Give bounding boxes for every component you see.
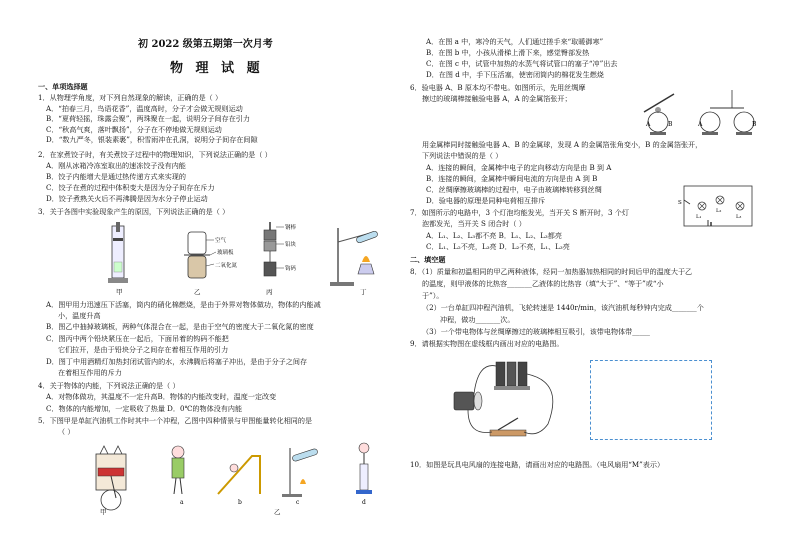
q6-stem-line3: 用金属棒同时接触验电器 A、B 的金属球，发现 A 的金属箔张角变小，B 的金属箔张开， — [422, 140, 703, 149]
q3-figures — [38, 222, 402, 298]
q5-option-d: D．在图 d 中，手下压活塞，使密闭筒内的棉花发生燃烧 — [426, 70, 604, 79]
fig5-sub-d: d — [362, 499, 366, 506]
fig-d-fire-piston — [356, 443, 372, 494]
q7-stem-line1: 7．如图所示的电路中，3 个灯泡均能发光，当开关 S 断开时，3 个灯 — [410, 208, 629, 217]
fig-c-test-tube — [282, 448, 318, 497]
fig7-label-l3: L₃ — [736, 214, 742, 220]
q3-option-c-line1: C．图丙中两个铅块紧压在一起后，下面吊着的钩码不能把 — [46, 334, 229, 343]
fig-yi-label-glass: 玻璃板 — [217, 250, 234, 256]
q8-line5: 冲程，做功_______次。 — [440, 315, 515, 324]
fig-yi-gas-jars — [184, 232, 238, 278]
fig-bing-lead-blocks — [264, 222, 297, 276]
q1-option-b: B．“夏荷轻摇，珠露会聚”，两珠聚在一起，说明分子间存在引力 — [46, 114, 250, 123]
fig6-label-a1: A — [646, 121, 651, 128]
q3-option-c-line2: 它们拉开，是由于铅块分子之间存在着相互作用的引力 — [58, 345, 229, 354]
q3-option-a-line1: A．图甲用力迅速压下活塞，筒内的硝化棉燃烧，是由于外界对物体做功，物体的内能减 — [46, 300, 321, 309]
fig-label-bing: 丙 — [266, 288, 273, 296]
q7-options-ab: A．L₁、L₂、L₃都不亮 B．L₁、L₂、L₃都亮 — [426, 231, 562, 240]
q8-line3: 于”）。 — [422, 291, 444, 300]
fig5-label-yi: 乙 — [274, 508, 281, 516]
q6-stem-line2: 擦过的玻璃棒接触验电器 A，A 的金属箔张开； — [422, 94, 572, 103]
q6-stem-line1: 6．验电器 A、B 原本均不带电。如图所示，先用丝绸摩 — [410, 83, 586, 92]
knife-switch — [490, 418, 526, 436]
q8-line4: （2）一台单缸四冲程汽油机，飞轮转速是 1440r/min，该汽油机每秒钟内完成_______个 — [422, 303, 704, 312]
fig-jia-piston — [108, 222, 128, 283]
electroscope-pair — [700, 90, 754, 135]
fig-yi-label-no2: 二氧化氮 — [215, 263, 238, 269]
q1-stem: 1．从物理学角度，对下列自然现象的解读，正确的是（ ） — [38, 93, 223, 102]
q1-option-a: A．“拍春三月，鸟语花香”，温度高时，分子才会做无规则运动 — [46, 104, 243, 113]
q2-option-a: A．刚从冰箱冷冻室取出的速冻饺子没有内能 — [46, 161, 186, 170]
q3-option-d-line1: D．图丁中用酒精灯加热封闭试管内的水，水沸腾后将塞子冲出，是由于分子之间存 — [46, 357, 308, 366]
fig-yi-label-air: 空气 — [215, 238, 227, 244]
fig-label-yi: 乙 — [194, 288, 201, 296]
fig6-label-a2: A — [698, 121, 703, 128]
q6-option-c: C．丝绸摩擦玻璃棒的过程中，电子由玻璃棒转移到丝绸 — [426, 185, 602, 194]
q9-stem: 9．请根据实物图在虚线框内画出对应的电路图。 — [410, 339, 564, 348]
fig5-sub-a: a — [180, 499, 184, 506]
battery-pack — [494, 362, 530, 390]
q5-option-c: C．在图 c 中，试管中加热的水蒸气将试管口的塞子“冲”出去 — [426, 59, 618, 68]
paper-title: 物 理 试 题 — [170, 61, 264, 76]
fig-bing-label-rod: 钢棒 — [285, 225, 297, 231]
q9-real-circuit-figure — [438, 352, 568, 448]
q5-figures — [38, 438, 402, 518]
fig7-label-l2: L₂ — [716, 208, 722, 214]
fig-bing-label-weight: 钩码 — [285, 266, 297, 272]
q1-option-d: D．“数九严冬，银装素裹”，积雪雨冲在孔洞，说明分子间存在间隙 — [46, 135, 258, 144]
electroscope-a-with-rod — [644, 94, 674, 135]
q6-electroscope-figures — [636, 86, 758, 136]
section-heading-fill: 二、填空题 — [410, 255, 446, 264]
fig5-sub-c: c — [296, 499, 300, 506]
q5-paren: （ ） — [58, 427, 75, 436]
q8-line6: （3）一个带电物体与丝绸摩擦过的玻璃棒相互吸引，该带电物体带_____ — [422, 327, 650, 336]
fig-ding-test-tube — [330, 228, 378, 286]
q7-circuit-figure — [678, 180, 758, 232]
q1-option-c: C．“秋高气爽，落叶飘扬”，分子在不停地做无规则运动 — [46, 125, 222, 134]
q2-option-c: C．饺子在煮的过程中体积变大是因为分子间存在斥力 — [46, 183, 215, 192]
q6-option-d: D．验电器的原理是同种电荷相互排斥 — [426, 196, 546, 205]
q2-stem: 2．在家煮饺子时，有关煮饺子过程中的物理知识，下列说法正确的是（ ） — [38, 150, 272, 159]
fig5-label-jia: 甲 — [100, 508, 107, 516]
q2-option-b: B．饺子内能增大是通过热传递方式来实现的 — [46, 172, 186, 181]
motor-fan — [454, 392, 482, 410]
q3-option-d-line2: 在着相互作用的斥力 — [58, 368, 122, 377]
exam-title: 初 2022 级第五期第一次月考 — [138, 39, 273, 50]
q4-options-cd: C．物体的内能增加，一定吸收了热量 D．0℃的物体没有内能 — [46, 404, 243, 413]
q2-option-d: D．饺子煮熟关火后不再沸腾是因为水分子停止运动 — [46, 194, 208, 203]
fig-bing-label-lead: 铅块 — [285, 242, 297, 248]
fig-engine-cylinder — [96, 446, 126, 510]
fig5-sub-b: b — [238, 499, 242, 506]
q3-stem: 3．关于各图中实验现象产生的原因，下列说法正确的是（ ） — [38, 207, 230, 216]
q4-stem: 4．关于物体的内能，下列说法正确的是（ ） — [38, 381, 180, 390]
fig-label-ding: 丁 — [360, 288, 367, 296]
fig6-label-b2: B — [752, 121, 757, 128]
q5-option-a: A．在图 a 中，寒冷的天气，人们通过搓手来“取暖御寒” — [426, 37, 604, 46]
q4-options-ab: A．对物体做功，其温度不一定升高B．物体的内能改变时，温度一定改变 — [46, 392, 277, 401]
q7-stem-line2: 泡都发光，当开关 S 闭合时（ ） — [422, 219, 526, 228]
fig-label-jia: 甲 — [116, 288, 123, 296]
q5-option-b: B．在图 b 中，小孩从滑梯上滑下来，感觉臀部发热 — [426, 48, 590, 57]
section-heading-choice: 一、单项选择题 — [38, 82, 88, 91]
q3-option-b: B．图乙中抽掉玻璃板，两种气体混合在一起，是由于空气的密度大于二氧化氮的密度 — [46, 322, 314, 331]
q10-stem: 10．如图是玩具电风扇的连接电路，请画出对应的电路图。（电风扇用“M”表示） — [410, 460, 665, 469]
q7-options-cd: C．L₁、L₂不亮，L₃亮 D．L₂不亮，L₁、L₃亮 — [426, 242, 570, 251]
fig-b-slide — [218, 456, 260, 494]
q8-line2: 的温度，则甲液体的比热容_______乙液体的比热容（填“大于”、“等于”或“小 — [422, 279, 664, 288]
q5-stem: 5．下图甲是单缸汽油机工作时其中一个冲程，乙图中四种情景与甲图能量转化相同的是 — [38, 416, 313, 425]
q6-option-a: A．连接的瞬间，金属棒中电子的定向移动方向是由 B 到 A — [426, 163, 612, 172]
fig7-label-s: S — [678, 200, 682, 206]
q3-option-a-line2: 小，温度升高 — [58, 311, 101, 320]
q8-line1: 8．（1）质量和初温相同的甲乙两种液体，经同一加热器加热相同的时间后甲的温度大于乙 — [410, 267, 693, 276]
fig-a-rubbing-hands — [172, 446, 184, 494]
fig6-label-b1: B — [668, 121, 673, 128]
q6-option-b: B．连接的瞬间，金属棒中瞬间电流的方向是由 A 到 B — [426, 174, 598, 183]
q9-answer-box[interactable] — [590, 360, 712, 440]
q6-stem-line4: 下列说法中错误的是（ ） — [422, 151, 503, 160]
fig7-label-l1: L₁ — [696, 214, 702, 220]
